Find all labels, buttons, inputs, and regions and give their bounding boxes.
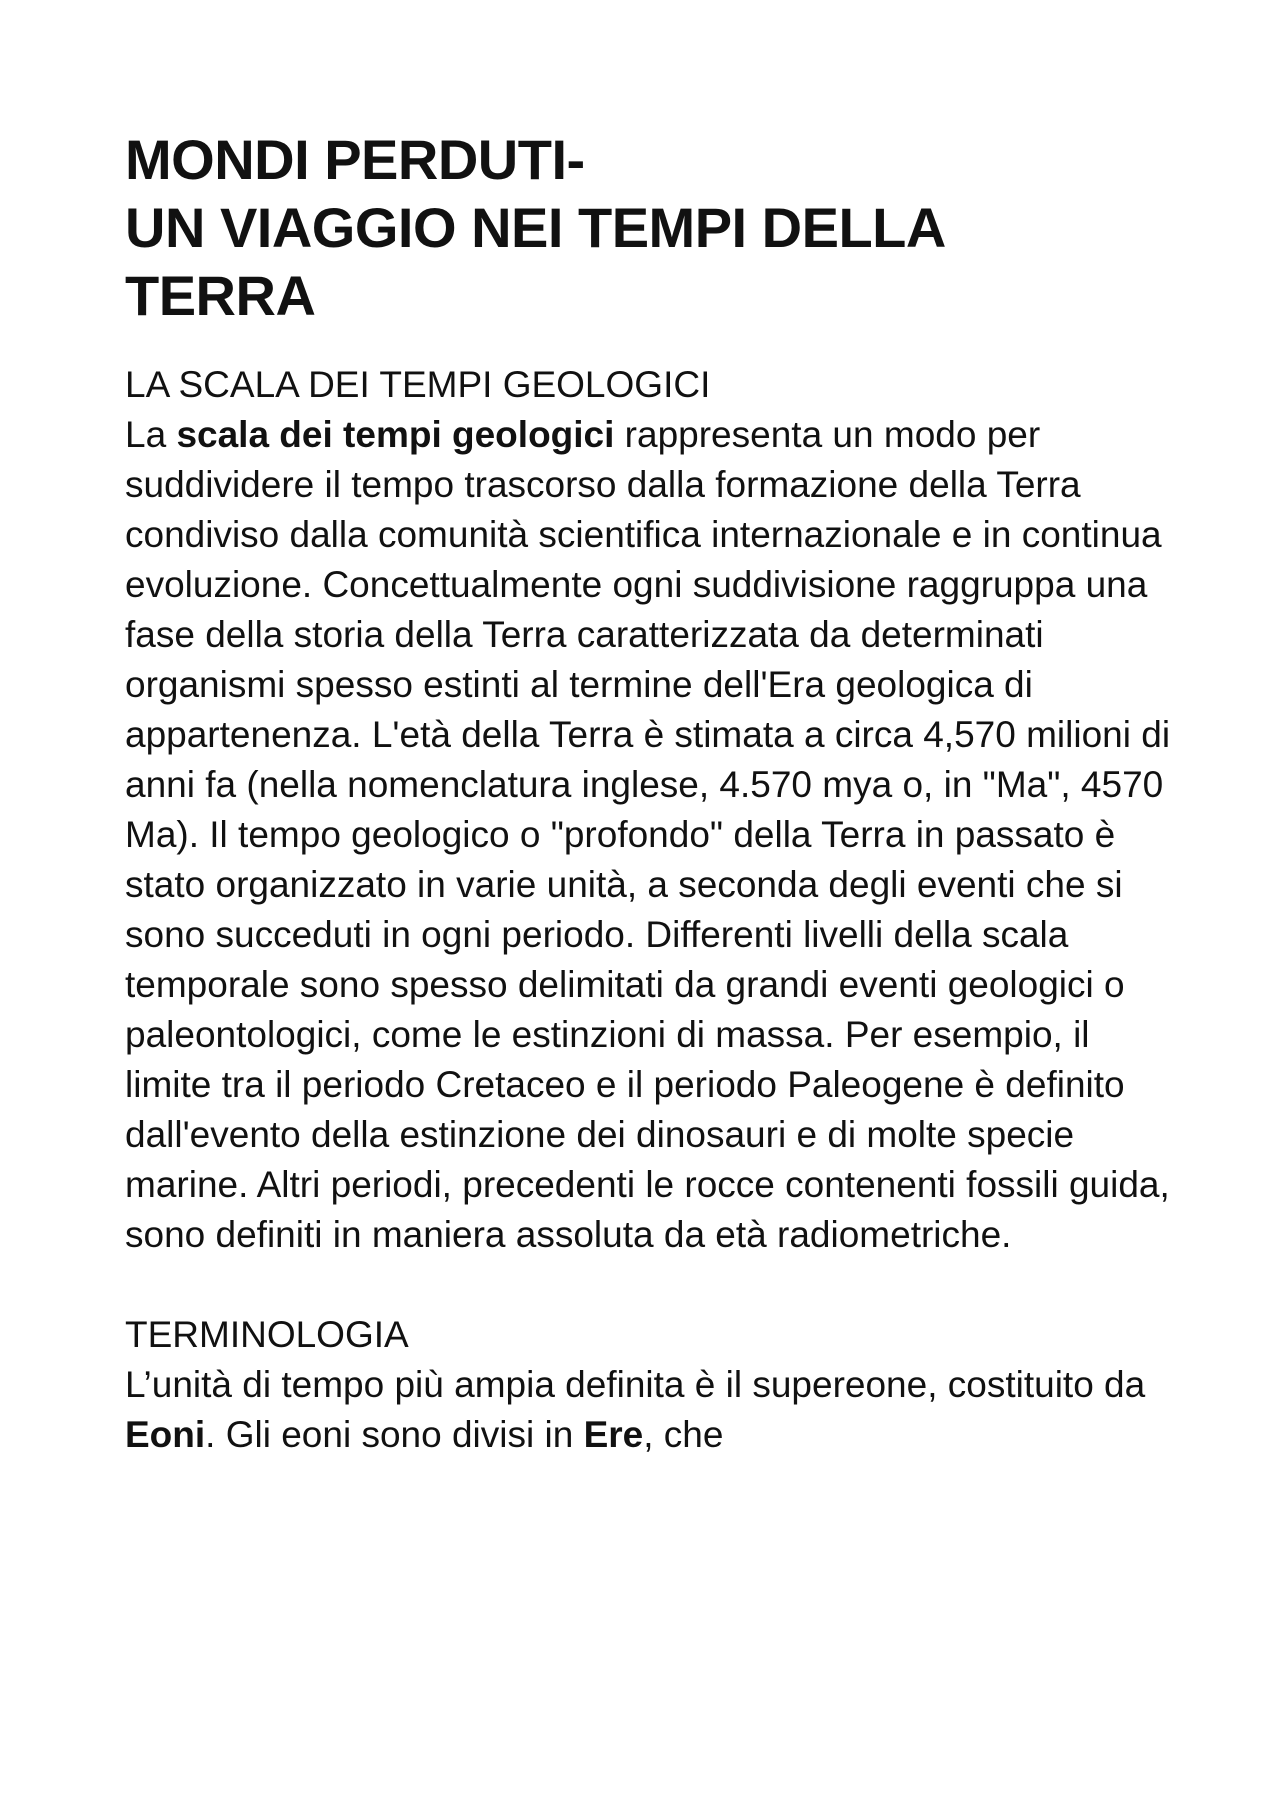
section-heading-terminology: TERMINOLOGIA: [125, 1314, 409, 1355]
terminology-text-a: L’unità di tempo più ampia definita è il supereone, costituito da: [125, 1364, 1146, 1405]
bold-term-timescale: scala dei tempi geologici: [176, 414, 615, 455]
section-heading-timescale: LA SCALA DEI TEMPI GEOLOGICI: [125, 364, 711, 405]
bold-term-eoni: Eoni: [125, 1414, 206, 1455]
title-line-1: MONDI PERDUTI-: [125, 128, 585, 191]
terminology-text-c: , che: [643, 1414, 724, 1455]
section-paragraph-terminology: [125, 1360, 1185, 1460]
document-body: [125, 126, 1185, 1460]
terminology-text-b: . Gli eoni sono divisi in: [205, 1414, 584, 1455]
document-title: [125, 126, 1185, 330]
intro-text: La: [125, 414, 177, 455]
section-paragraph-timescale: [125, 410, 1185, 1260]
bold-term-ere: Ere: [583, 1414, 644, 1455]
paragraph-body: rappresenta un modo per suddividere il tempo trascorso dalla formazione della Terra condiviso dalla comunità scientifica internazionale e in continua evoluzione. Concettualmente ogni suddivisione raggruppa una fase della storia della Terra caratterizzata da determinati organismi spesso estinti al termine dell'Era geologica di appartenenza. L'età della Terra è stimata a circa 4,570 milioni di anni fa (nella nomenclatura inglese, 4.570 mya o, in "Ma", 4570 Ma). Il tempo geologico o "profondo" della Terra in passato è stato organizzato in varie unità, a seconda degli eventi che si sono succeduti in ogni periodo. Differenti livelli della scala temporale sono spesso delimitati da grandi eventi geologici o paleontologici, come le estinzioni di massa. Per esempio, il limite tra il periodo Cretaceo e il periodo Paleogene è definito dall'evento della estinzione dei dinosauri e di molte specie marine. Altri periodi, precedenti le rocce contenenti fossili guida, sono definiti in maniera assoluta da età radiometriche.: [125, 414, 1171, 1255]
title-line-3: TERRA: [125, 264, 316, 327]
title-line-2: UN VIAGGIO NEI TEMPI DELLA: [125, 196, 946, 259]
